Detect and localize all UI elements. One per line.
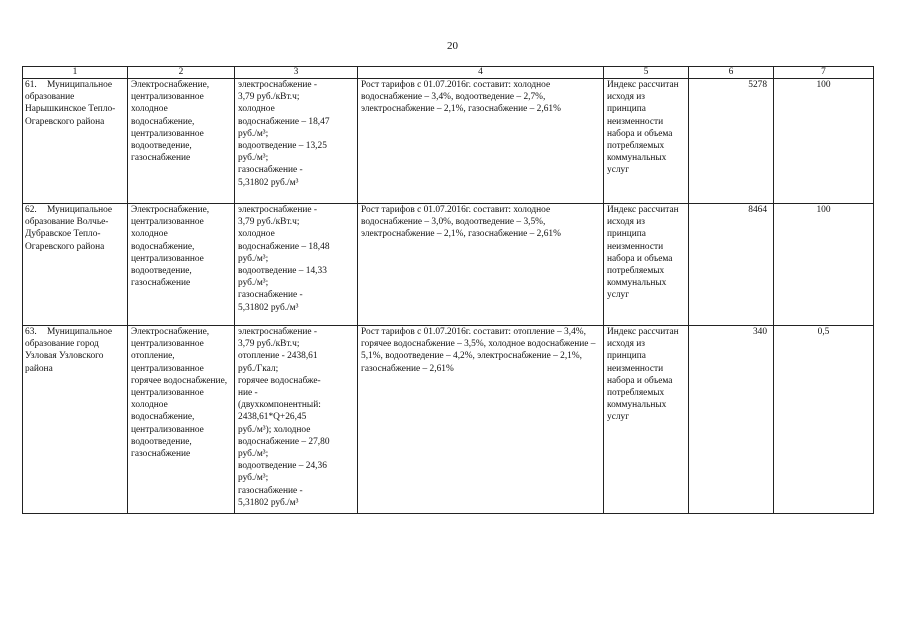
- value-col6: 340: [689, 326, 774, 514]
- tariff-line: руб./м³;: [238, 278, 269, 289]
- tariff-line: водоотведение – 13,25: [238, 141, 327, 152]
- table-row: [23, 79, 874, 204]
- tariff-line: руб./м³;: [238, 128, 269, 139]
- growth-cell: Рост тарифов с 01.07.2016г. составит: холодное водоснабжение – 3,4%, водоотведение – 2,7%, электроснабжение – 2,1%, газоснабжение – 2,61%: [358, 79, 604, 204]
- value-col6: 8464: [689, 204, 774, 326]
- tariff-line: 3,79 руб./кВт.ч;: [238, 92, 300, 103]
- value-col7: 100: [774, 204, 874, 326]
- row-number: 62.: [25, 205, 37, 215]
- column-header: 3: [235, 67, 358, 79]
- growth-cell: Рост тарифов с 01.07.2016г. составит: отопление – 3,4%, горячее водоснабжение – 3,5%, холодное водоснабжение – 5,1%, водоотведение – 4,2%, электроснабжение – 2,1%, газоснабжение – 2,61%: [358, 326, 604, 514]
- column-header: 5: [604, 67, 689, 79]
- value-col7: 0,5: [774, 326, 874, 514]
- column-header: 6: [689, 67, 774, 79]
- index-cell: Индекс рассчитан исходя из принципа неизменности набора и объема потребляемых коммунальных услуг: [604, 326, 689, 514]
- tariff-line: газоснабжение -: [238, 165, 303, 176]
- services-cell: Электроснабжение, централизованное холодное водоснабжение, централизованное водоотведение, газоснабжение: [128, 204, 235, 326]
- tariff-line: газоснабжение -: [238, 485, 303, 496]
- tariffs-cell: [235, 79, 358, 204]
- tariff-line: холодное: [238, 104, 275, 115]
- tariff-line: холодное: [238, 229, 275, 240]
- tariff-line: руб./м³;: [238, 473, 269, 484]
- tariff-line: отопление - 2438,61: [238, 351, 318, 362]
- tariff-line: (двухкомпонентный:: [238, 400, 321, 411]
- municipality-cell: [23, 204, 128, 326]
- value-col6: 5278: [689, 79, 774, 204]
- column-header: 2: [128, 67, 235, 79]
- municipality-name: Муниципальное образование Волчье-Дубравское Тепло-Огаревского района: [25, 205, 113, 252]
- tariffs-cell: [235, 326, 358, 514]
- tariff-line: 5,31802 руб./м³: [238, 177, 299, 188]
- tariff-line: ние -: [238, 388, 258, 399]
- tariff-line: руб./м³;: [238, 153, 269, 164]
- tariff-line: 3,79 руб./кВт.ч;: [238, 217, 300, 228]
- tariff-line: горячее водоснабже-: [238, 375, 321, 386]
- tariffs-cell: [235, 204, 358, 326]
- tariff-line: руб./м³;: [238, 449, 269, 460]
- tariff-line: электроснабжение -: [238, 80, 317, 90]
- tariff-line: электроснабжение -: [238, 327, 317, 337]
- tariff-line: 3,79 руб./кВт.ч;: [238, 339, 300, 350]
- index-cell: Индекс рассчитан исходя из принципа неизменности набора и объема потребляемых коммунальных услуг: [604, 79, 689, 204]
- column-header: 1: [23, 67, 128, 79]
- row-number: 61.: [25, 80, 37, 90]
- municipality-name: Муниципальное образование город Узловая Узловского района: [25, 327, 113, 374]
- table-header: [23, 67, 874, 79]
- row-number: 63.: [25, 327, 37, 337]
- tariff-line: руб./м³); холодное: [238, 424, 311, 435]
- tariff-line: водоснабжение – 18,47: [238, 116, 330, 127]
- tariff-line: водоснабжение – 18,48: [238, 241, 330, 252]
- services-cell: Электроснабжение, централизованное отопление, централизованное горячее водоснабжение, централизованное холодное водоснабжение, централизованное водоотведение, газоснабжение: [128, 326, 235, 514]
- municipality-cell: [23, 79, 128, 204]
- tariff-line: водоотведение – 24,36: [238, 461, 327, 472]
- column-header: 4: [358, 67, 604, 79]
- tariff-line: водоотведение – 14,33: [238, 266, 327, 277]
- tariff-line: 5,31802 руб./м³: [238, 497, 299, 508]
- tariff-line: 2438,61*Q+26,45: [238, 412, 307, 423]
- index-cell: Индекс рассчитан исходя из принципа неизменности набора и объема потребляемых коммунальных услуг: [604, 204, 689, 326]
- tariff-table: [22, 66, 874, 514]
- tariff-line: газоснабжение -: [238, 290, 303, 301]
- value-col7: 100: [774, 79, 874, 204]
- growth-cell: Рост тарифов с 01.07.2016г. составит: холодное водоснабжение – 3,0%, водоотведение – 3,5%, электроснабжение – 2,1%, газоснабжение – 2,61%: [358, 204, 604, 326]
- tariff-line: электроснабжение -: [238, 205, 317, 215]
- page-number: 20: [447, 40, 458, 52]
- municipality-cell: [23, 326, 128, 514]
- table-row: [23, 204, 874, 326]
- tariff-line: руб./Гкал;: [238, 363, 279, 374]
- column-header: 7: [774, 67, 874, 79]
- municipality-name: Муниципальное образование Нарышкинское Тепло-Огаревского района: [25, 80, 116, 127]
- tariff-line: водоснабжение – 27,80: [238, 436, 330, 447]
- services-cell: Электроснабжение, централизованное холодное водоснабжение, централизованное водоотведение, газоснабжение: [128, 79, 235, 204]
- table-row: [23, 326, 874, 514]
- tariff-line: руб./м³;: [238, 253, 269, 264]
- tariff-line: 5,31802 руб./м³: [238, 302, 299, 313]
